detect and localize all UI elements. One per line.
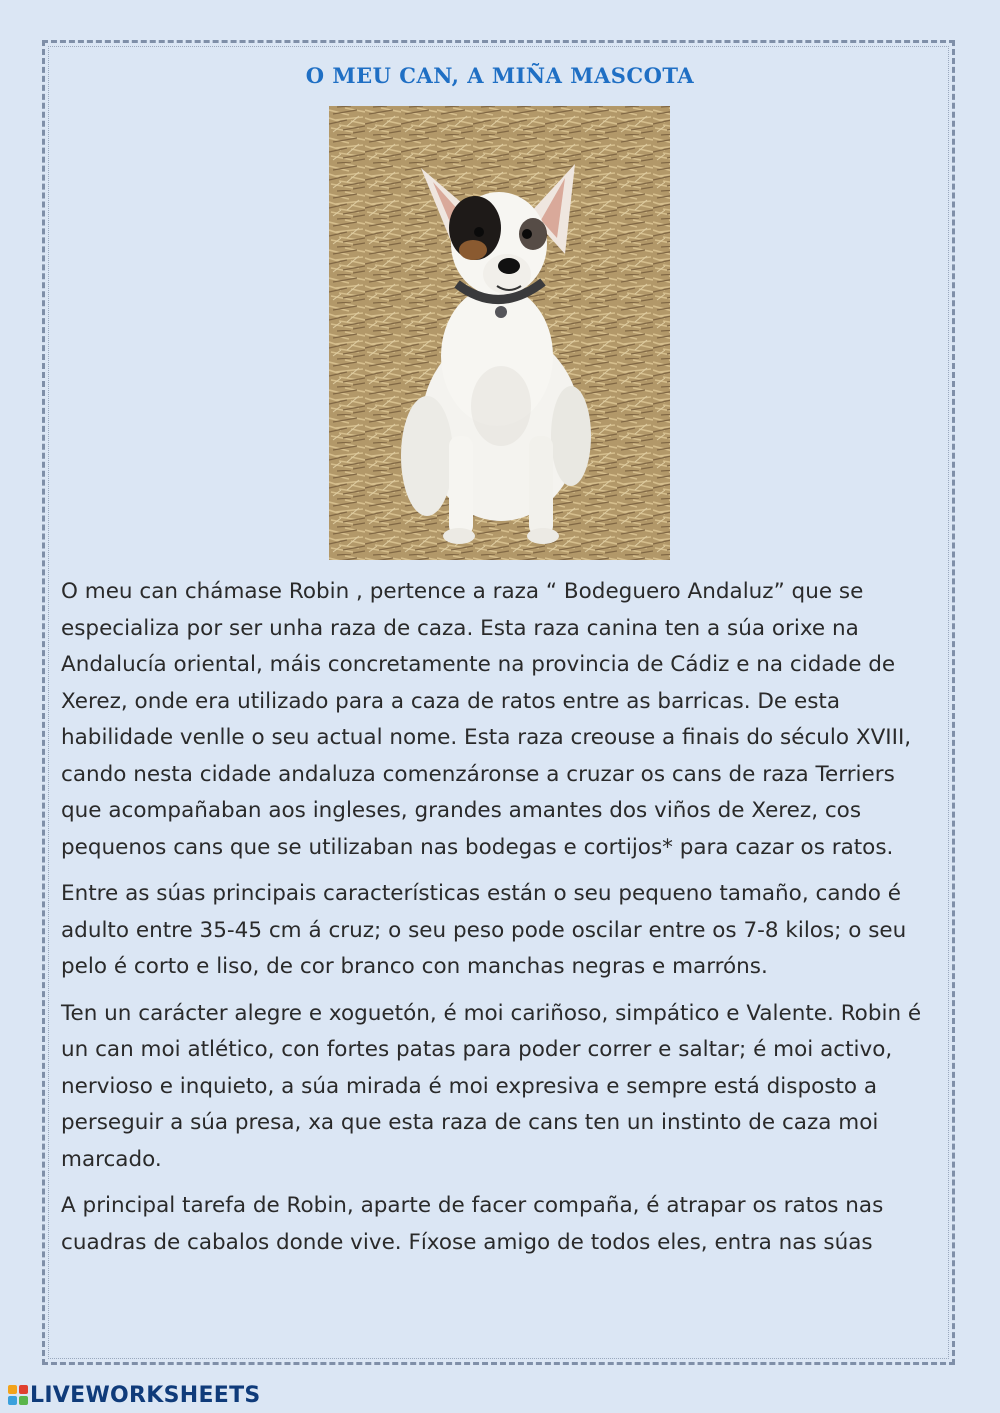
article-body <box>61 574 931 1271</box>
paragraph: Entre as súas principais características están o seu pequeno tamaño, cando é adulto entre 35-45 cm á cruz; o seu peso pode oscilar entre os 7-8 kilos; o seu pelo é corto e liso, de cor branco con manchas negras e marróns. <box>61 881 907 979</box>
page-title: O MEU CAN, A MIÑA MASCOTA <box>305 63 695 88</box>
logo-icon <box>8 1385 28 1405</box>
paragraph: O meu can chámase Robin , pertence a raza “ Bodeguero Andaluz” que se especializa por ser unha raza de caza. Esta raza canina ten a súa orixe na Andalucía oriental, máis concretamente na provincia de Cádiz e na cidade de Xerez, onde era utilizado para a caza de ratos entre as barricas. De esta habilidade venlle o seu actual nome. Esta raza creouse a finais do século XVIII, cando nesta cidade andaluza comenzáronse a cruzar os cans de raza Terriers que acompañaban aos ingleses, grandes amantes dos viños de Xerez, cos pequenos cans que se utilizaban nas bodegas e cortijos* para cazar os ratos. <box>61 579 912 860</box>
dog-photo <box>329 106 670 560</box>
paragraph: A principal tarefa de Robin, aparte de facer compaña, é atrapar os ratos nas cuadras de cabalos donde vive. Fíxose amigo de todos eles, entra nas súas <box>61 1193 884 1255</box>
logo-text: LIVEWORKSHEETS <box>30 1382 261 1408</box>
paragraph: Ten un carácter alegre e xoguetón, é moi cariñoso, simpático e Valente. Robin é un can moi atlético, con fortes patas para poder correr e saltar; é moi activo, nervioso e inquieto, a súa mirada é moi expresiva e sempre está disposto a perseguir a súa presa, xa que esta raza de cans ten un instinto de caza moi marcado. <box>61 1000 922 1172</box>
liveworksheets-logo[interactable] <box>8 1380 261 1410</box>
